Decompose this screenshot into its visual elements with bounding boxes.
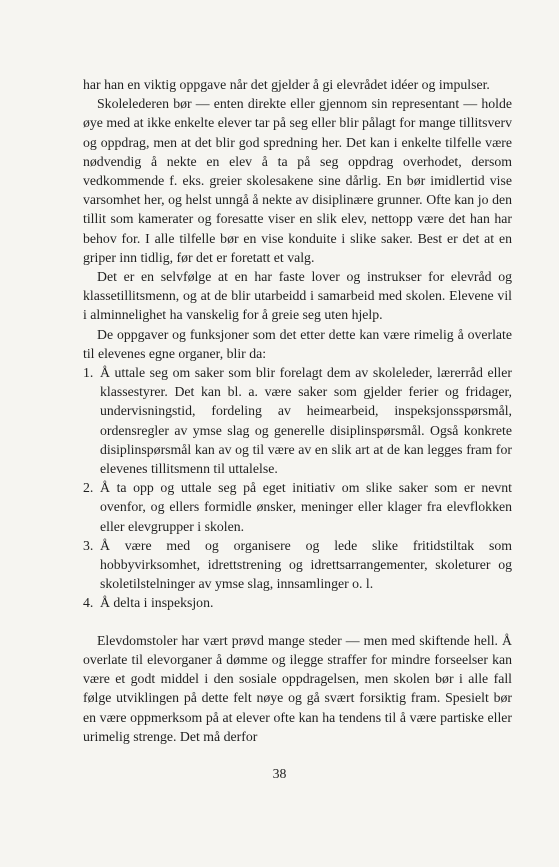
paragraph-4: De oppgaver og funksjoner som det etter dette kan være rimelig å overlate til elevenes egne organer, blir da: bbox=[83, 326, 512, 361]
list-item bbox=[83, 593, 512, 612]
body-text bbox=[83, 75, 512, 746]
section-gap bbox=[83, 613, 512, 631]
paragraph-5: Elevdomstoler har vært prøvd mange steder — men med skiftende hell. Å overlate til elevorganer å dømme og ilegge straffer for mindre forseelser kan være et godt middel i den sosiale oppdragelsen, men skolen bør i alle fall følge utviklingen på dette felt nøye og gå svært forsiktig fram. Spesielt bør en være oppmerksom på at elever ofte kan ha tendens til å være partiske eller urimelig strenge. Det må derfor bbox=[83, 632, 512, 744]
list-item bbox=[83, 478, 512, 536]
list-text: Å delta i inspeksjon. bbox=[100, 595, 214, 611]
list-text: Å uttale seg om saker som blir forelagt dem av skoleleder, lærerråd eller klassestyrer. Det kan bl. a. være saker som gjelder ferier og fridager, undervisningstid, fordeling av heimearbeid, inspeksjonsspørsmål, ordensregler av ymse slag og generelle disiplinspørsmål. Også konkrete disiplinspørsmål kan av og til være av en slik art at de kan legges fram for elevenes tillitsmenn til uttalelse. bbox=[100, 365, 512, 477]
list-number: 2. bbox=[83, 480, 94, 496]
task-list bbox=[83, 363, 512, 613]
paragraph-3: Det er en selvfølge at en har faste lover og instrukser for elevråd og klassetillitsmenn, og at de blir utarbeidd i samarbeid med skolen. Elevene vil i alminnelighet ha vanskelig for å greie seg uten hjelp. bbox=[83, 269, 512, 323]
paragraph-2: Skolelederen bør — enten direkte eller gjennom sin representant — holde øye med at ikke enkelte elever tar på seg eller blir pålagt for mange tillitsverv og oppdrag, men at det blir god spredning her. Det kan i enkelte tilfelle være nødvendig å nekte en elev å ta på seg oppdrag overhodet, dersom vedkommende f. eks. greier skolesakene sine dårlig. En bør imidlertid vise varsomhet her, og helst unngå å nekte av disiplinære grunner. Ofte kan jo den tillit som kamerater og foresatte viser en slik elev, nettopp være det han har behov for. I alle tilfelle bør en vise konduite i slike saker. Best er det at en griper inn tidlig, før det er foretatt et valg. bbox=[83, 96, 512, 265]
list-number: 1. bbox=[83, 365, 94, 381]
list-number: 3. bbox=[83, 537, 94, 553]
list-text: Å ta opp og uttale seg på eget initiativ om slike saker som er nevnt ovenfor, og ellers formidle ønsker, meninger eller klager fra elevflokken eller elevgrupper i skolen. bbox=[100, 480, 512, 534]
list-text: Å være med og organisere og lede slike fritidstiltak som hobbyvirksomhet, idrettstrening og idrettsarrangementer, skoleturer og skoletilstelninger av ymse slag, innsamlinger o. l. bbox=[100, 537, 512, 592]
page-number: 38 bbox=[272, 766, 287, 781]
list-item bbox=[83, 536, 512, 594]
list-number: 4. bbox=[83, 595, 94, 611]
list-item bbox=[83, 363, 512, 478]
paragraph-intro: har han en viktig oppgave når det gjelder å gi elevrådet idéer og impulser. bbox=[83, 77, 490, 92]
